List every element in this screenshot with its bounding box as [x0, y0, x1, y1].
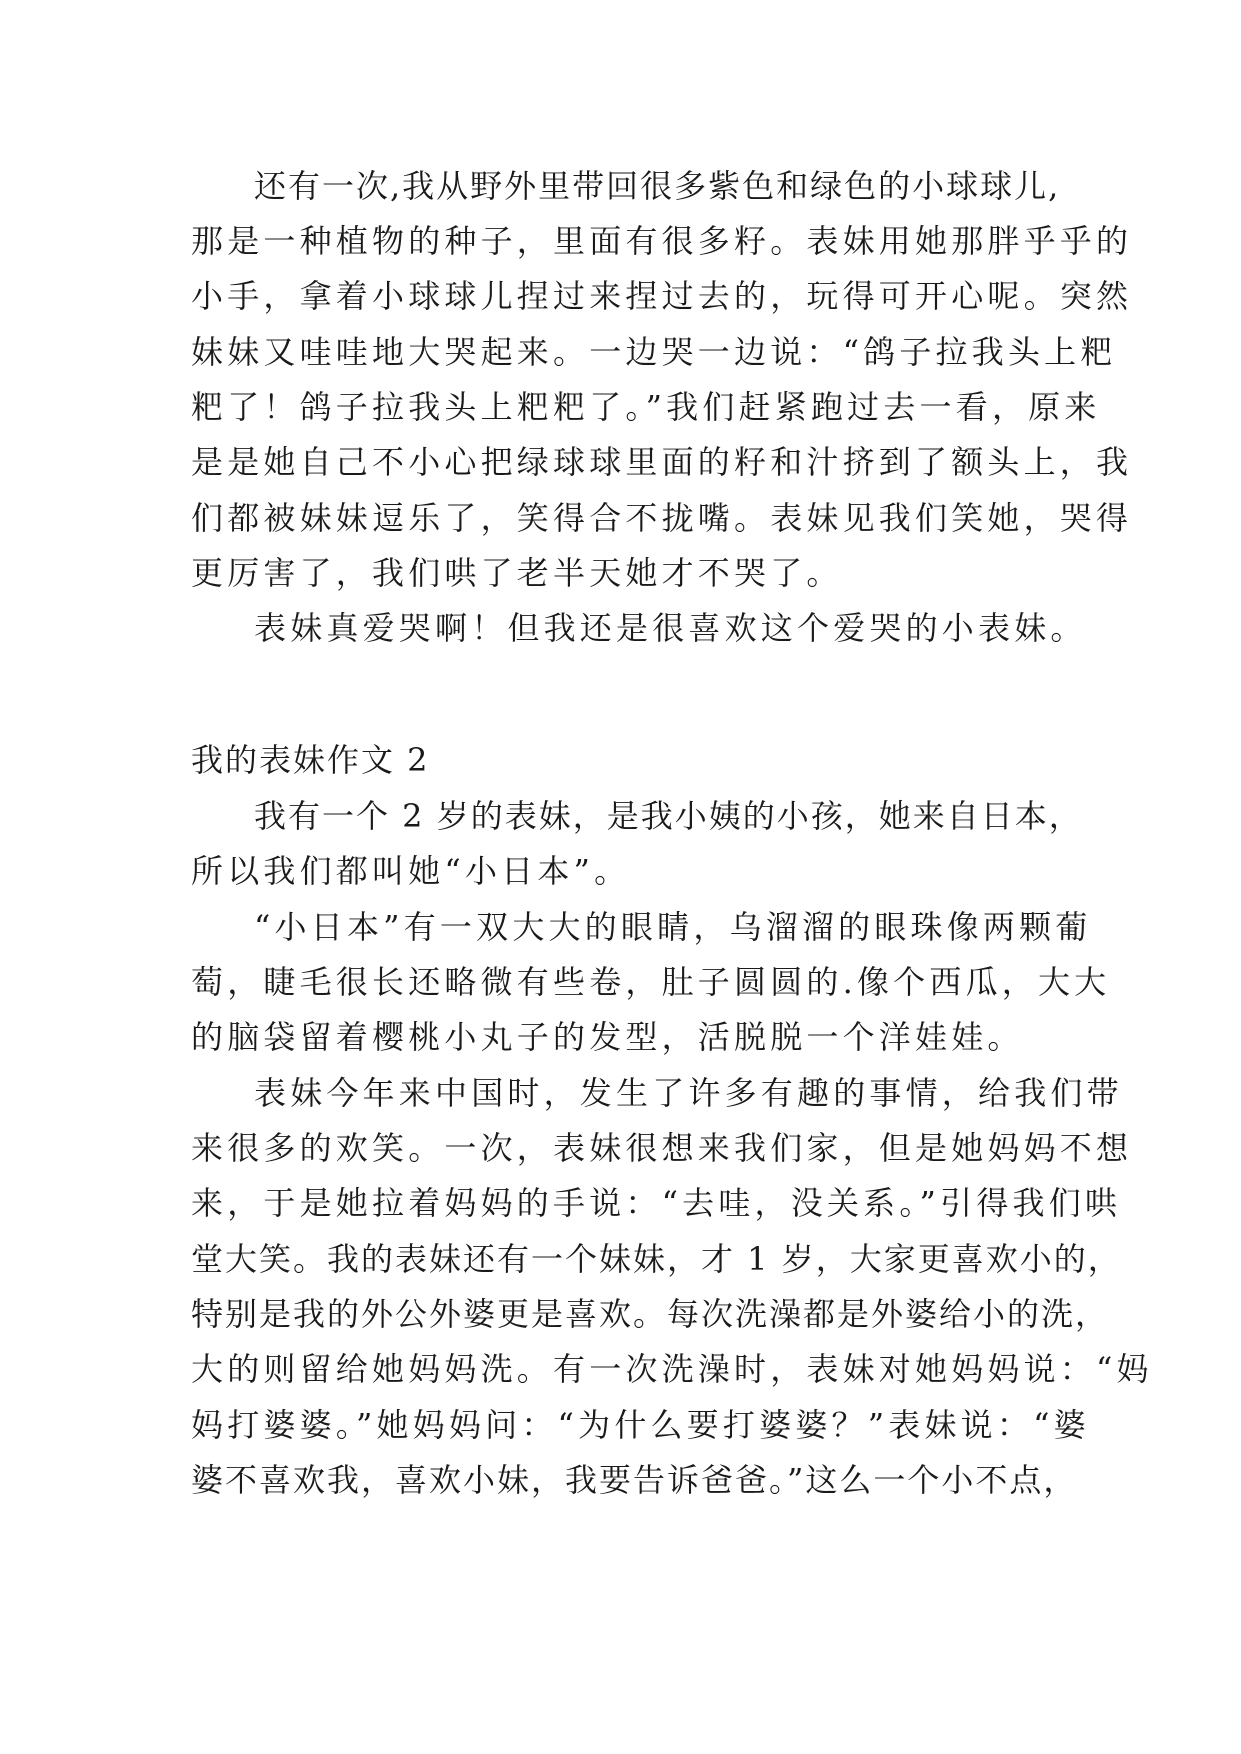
text-line: 们都被妹妹逗乐了，笑得合不拢嘴。表妹见我们笑她，哭得 — [191, 499, 1133, 537]
text-line: 妹妹又哇哇地大哭起来。一边哭一边说：“鸽子拉我头上粑 — [191, 333, 1117, 371]
text-line: 粑了！鸽子拉我头上粑粑了。”我们赶紧跑过去一看，原来 — [191, 388, 1101, 426]
text-line: 婆不喜欢我，喜欢小妹，我要告诉爸爸。”这么一个小不点， — [191, 1461, 1078, 1499]
text-line: 是是她自己不小心把绿球球里面的籽和汁挤到了额头上，我 — [191, 443, 1133, 481]
text-line: 萄，睫毛很长还略微有些卷，肚子圆圆的.像个西瓜，大大 — [191, 963, 1111, 1001]
text-line: 来很多的欢笑。一次，表妹很想来我们家，但是她妈妈不想 — [191, 1129, 1133, 1167]
text-line: 特别是我的外公外婆更是喜欢。每次洗澡都是外婆给小的洗， — [191, 1295, 1110, 1333]
text-line: 来，于是她拉着妈妈的手说：“去哇，没关系。”引得我们哄 — [191, 1184, 1122, 1222]
text-line: 表妹真爱哭啊！但我还是很喜欢这个爱哭的小表妹。 — [254, 609, 1087, 647]
text-line: 我有一个 2 岁的表妹，是我小姨的小孩，她来自日本， — [254, 797, 1083, 835]
section-heading: 我的表妹作文 2 — [191, 741, 430, 779]
text-line: 小手，拿着小球球儿捏过来捏过去的，玩得可开心呢。突然 — [191, 277, 1133, 315]
text-line: 所以我们都叫她“小日本”。 — [191, 852, 631, 890]
text-line: 妈打婆婆。”她妈妈问：“为什么要打婆婆？”表妹说：“婆 — [191, 1406, 1090, 1444]
text-line: 堂大笑。我的表妹还有一个妹妹，才 1 岁，大家更喜欢小的， — [191, 1240, 1122, 1278]
text-line: “小日本”有一双大大的眼睛，乌溜溜的眼珠像两颗葡 — [254, 908, 1092, 946]
text-line: 的脑袋留着樱桃小丸子的发型，活脱脱一个洋娃娃。 — [191, 1018, 1024, 1056]
text-line: 更厉害了，我们哄了老半天她才不哭了。 — [191, 554, 843, 592]
text-line: 还有一次,我从野外里带回很多紫色和绿色的小球球儿, — [254, 167, 1061, 205]
text-line: 大的则留给她妈妈洗。有一次洗澡时，表妹对她妈妈说：“妈 — [191, 1350, 1153, 1388]
text-line: 表妹今年来中国时，发生了许多有趣的事情，给我们带 — [254, 1074, 1123, 1112]
text-line: 那是一种植物的种子，里面有很多籽。表妹用她那胖乎乎的 — [191, 222, 1133, 260]
